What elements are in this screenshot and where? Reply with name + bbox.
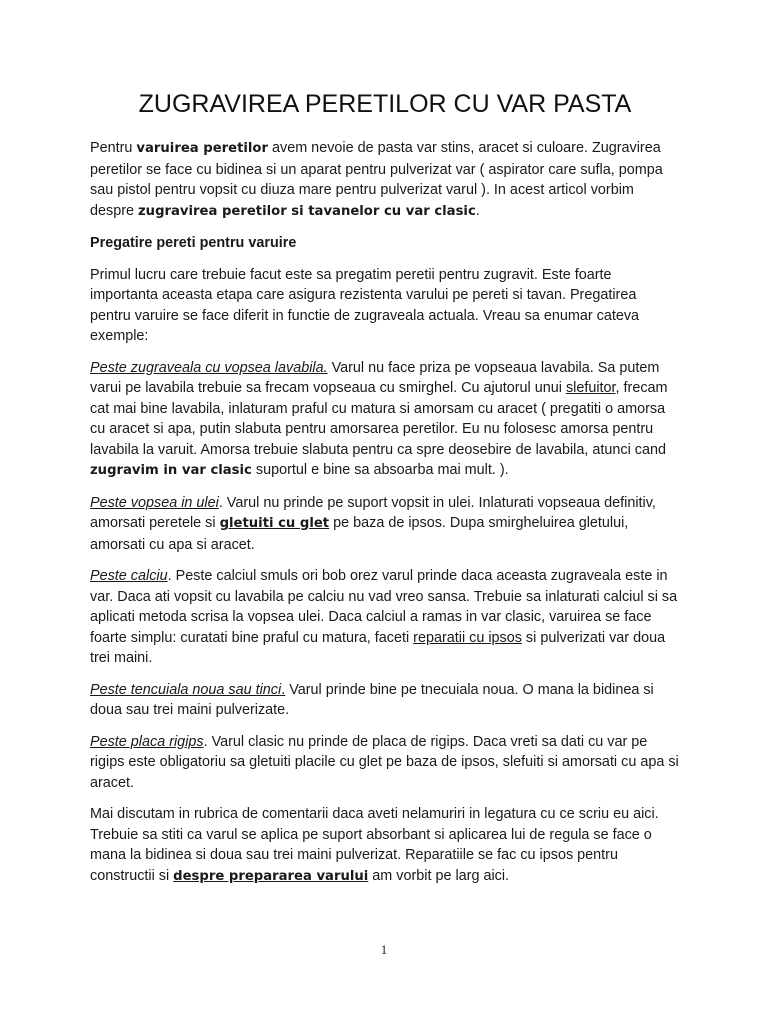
- link-calciu[interactable]: Peste calciu: [90, 568, 168, 584]
- link-reparatii-ipsos[interactable]: reparatii cu ipsos: [413, 629, 522, 646]
- text: avem nevoie de pasta var stins, aracet si culoare. Zugravirea peretilor se face cu bidinea si un aparat pentru pulverizat var ( aspirator care sufla, pompa sau pistol pentru vopsit cu diuza mare pentru pulverizat varul ). In acest articol vorbim despre: [90, 140, 663, 219]
- heading-text: Pregatire pereti pentru varuire: [90, 235, 297, 251]
- page-title: ZUGRAVIREA PERETILOR CU VAR PASTA: [138, 90, 632, 118]
- text: Varul prinde bine pe tnecuiala noua. O mana la bidinea si doua sau trei maini pulverizate.: [90, 681, 654, 718]
- paragraph-ulei: [90, 493, 680, 556]
- section-heading: [90, 233, 680, 254]
- paragraph-rigips: [90, 732, 680, 794]
- link-gletuiti[interactable]: gletuiti cu glet: [219, 516, 330, 531]
- text: am vorbit pe larg aici.: [368, 867, 510, 884]
- paragraph-intro: [90, 138, 680, 222]
- text: .: [475, 202, 480, 219]
- bold-phrase: zugravirea peretilor si tavanelor cu var clasic: [138, 203, 476, 219]
- paragraph-preparation: Primul lucru care trebuie facut este sa pregatim peretii pentru zugravit. Este foarte importanta aceasta etapa care asigura rezistenta varului pe pereti si tavan. Pregatirea pentru varuire se face diferit in functie de zugraveala actuala. Vreau sa enumar cateva exemple:: [90, 266, 640, 344]
- link-vopsea-ulei[interactable]: Peste vopsea in ulei: [90, 494, 219, 511]
- article-body: [90, 138, 680, 898]
- link-preparare-var[interactable]: despre prepararea varului: [173, 868, 369, 884]
- bold-phrase: zugravim in var clasic: [90, 463, 252, 478]
- text: Mai discutam in rubrica de comentarii daca aveti nelamuriri in legatura cu ce scriu eu aici. Trebuie sa stiti ca varul se aplica pe suport absorbant si aplicarea lui de regula se face o mana la bidinea si doua sau trei maini pulverizat. Reparatiile se fac cu ipsos pentru constructii si: [90, 806, 659, 884]
- text: suportul e bine sa absoarba mai mult. ).: [251, 462, 509, 478]
- paragraph-lavabila: [90, 358, 680, 482]
- text: . Varul nu prinde pe suport vopsit in ulei. Inlaturati vopseaua definitiv, amorsati peretele si: [90, 494, 656, 531]
- link-lavabila[interactable]: Peste zugraveala cu vopsea lavabila.: [90, 359, 328, 376]
- text: .: [281, 681, 286, 698]
- link-slefuitor[interactable]: slefuitor,: [565, 380, 620, 396]
- text: si pulverizati var doua trei maini.: [90, 629, 666, 666]
- page-number: 1: [380, 942, 388, 957]
- text: . Varul clasic nu prinde de placa de rigips. Daca vreti sa dati cu var pe rigips este obligatoriu sa gletuiti placile cu glet pe baza de ipsos, slefuiti si amorsati cu apa si aracet.: [90, 733, 679, 791]
- text: pe baza de ipsos. Dupa smirgheluirea gletului, amorsati cu apa si aracet.: [90, 515, 629, 553]
- link-rigips[interactable]: Peste placa rigips: [90, 733, 204, 750]
- text: Pentru: [90, 140, 137, 156]
- paragraph-calciu: [90, 566, 680, 669]
- text: frecam cat mai bine lavabila, inlaturam praful cu matura si amorsam cu aracet ( pregatiti o amorsa cu aracet si apa, putin slabuta pentru amorsarea peretilor. Eu nu folosesc amorsa pentru lavabila la varuit. Amorsa trebuie slabuta pentru ca spre deosebire de lavabila, atunci cand: [90, 380, 668, 458]
- bold-phrase: varuirea peretilor: [136, 141, 268, 156]
- link-tencuiala[interactable]: Peste tencuiala noua sau tinci: [90, 681, 282, 698]
- paragraph-tencuiala: [90, 680, 680, 721]
- text: Varul nu face priza pe vopseaua lavabila. Sa putem varui pe lavabila trebuie sa frecam vopseaua cu smirghel. Cu ajutorul unui: [90, 359, 660, 396]
- text: . Peste calciul smuls ori bob orez varul prinde daca aceasta zugraveala este in var. Daca ati vopsit cu lavabila pe calciu nu vad vreo sansa. Trebuie sa inlaturati calciul si sa aplicati metoda scrisa la vopsea ulei. Daca calciul a ramas in var clasic, varuirea se face foarte simplu: curatati bine praful cu matura, faceti: [90, 568, 678, 646]
- paragraph-closing: [90, 804, 680, 887]
